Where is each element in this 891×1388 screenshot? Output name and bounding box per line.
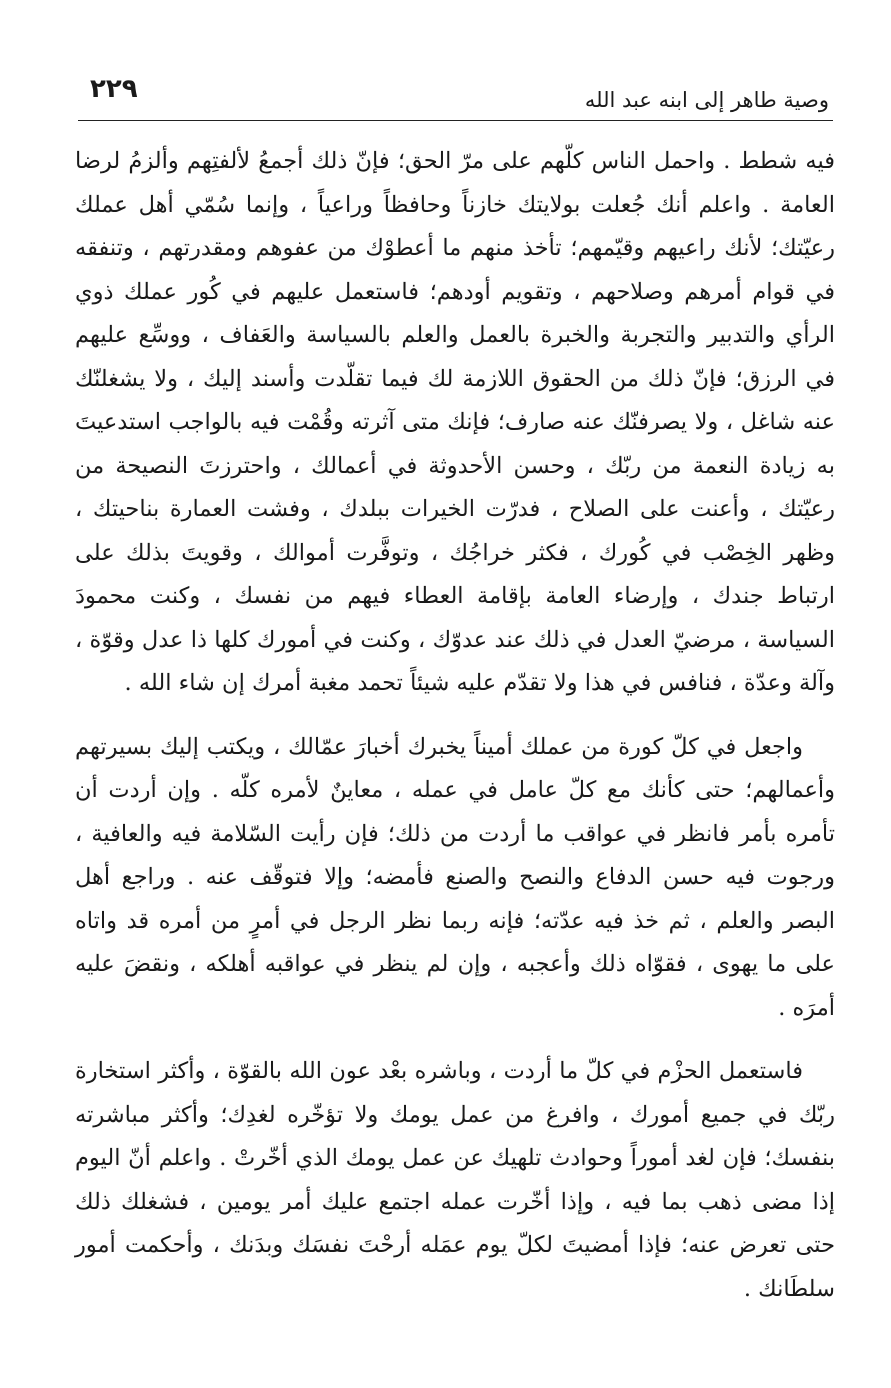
running-title: وصية طاهر إلى ابنه عبد الله (584, 88, 829, 112)
page-body (75, 140, 835, 1311)
paragraph: واجعل في كلّ كورة من عملك أميناً يخبرك أخبارَ عمّالك ، ويكتب إليك بسيرتهم وأعمالهم؛ حتى كأنك مع كلّ عامل في عمله ، معاينٌ لأمره كلّه . وإن أردت أن تأمره بأمر فانظر في عواقب ما أردت من ذلك؛ فإن رأيت السّلامة فيه والعافية ، ورجوت فيه حسن الدفاع والنصح والصنع فأمضه؛ وإلا فتوقّف عنه . وراجع أهل البصر والعلم ، ثم خذ فيه عدّته؛ فإنه ربما نظر الرجل في أمرٍ من أمره قد واتاه على ما يهوى ، فقوّاه ذلك وأعجبه ، وإن لم ينظر في عواقبه أهلكه ، ونقضَ عليه أمرَه . (75, 733, 835, 1021)
page-header (78, 74, 833, 121)
paragraph: فاستعمل الحزْم في كلّ ما أردت ، وباشره بعْد عون الله بالقوّة ، وأكثر استخارة ربّك في جميع أمورك ، وافرغ من عمل يومك ولا تؤخّره لغدِك؛ وأكثر مباشرته بنفسك؛ فإن لغد أموراً وحوادث تلهيك عن عمل يومك الذي أخّرتْ . واعلم أنّ اليوم إذا مضى ذهب بما فيه ، وإذا أخّرت عمله اجتمع عليك أمر يومين ، فشغلك ذلك حتى تعرض عنه؛ فإذا أمضيتَ لكلّ يوم عمَله أرحْتَ نفسَك وبدَنك ، وأحكمت أمور سلطَانك . (75, 1058, 835, 1302)
paragraph: فيه شطط . واحمل الناس كلّهم على مرّ الحق؛ فإنّ ذلك أجمعُ لألفتِهم وألزمُ لرضا العامة . واعلم أنك جُعلت بولايتك خازناً وحافظاً وراعياً ، وإنما سُمّي أهل عملك رعيّتك؛ لأنك راعيهم وقيّمهم؛ تأخذ منهم ما أعطوْك من عفوهم ومقدرتهم ، وتنفقه في قوام أمرهم وصلاحهم ، وتقويم أودهم؛ فاستعمل عليهم في كُور عملك ذوي الرأي والتدبير والتجربة والخبرة بالعمل والعلم بالسياسة والعَفاف ، ووسِّع عليهم في الرزق؛ فإنّ ذلك من الحقوق اللازمة لك فيما تقلّدت وأسند إليك ، ولا يشغلنّك عنه شاغل ، ولا يصرفنّك عنه صارف؛ فإنك متى آثرته وقُمْت فيه بالواجب استدعيتَ به زيادة النعمة من ربّك ، وحسن الأحدوثة في أعمالك ، واحترزتَ النصيحة من رعيّتك ، وأعنت على الصلاح ، فدرّت الخيرات ببلدك ، وفشت العمارة بناحيتك ، وظهر الخِصْب في كُورك ، فكثر خراجُك ، وتوفَّرت أموالك ، وقويتَ بذلك على ارتباط جندك ، وإرضاء العامة بإقامة العطاء فيهم من نفسك ، وكنت محمودَ السياسة ، مرضيّ العدل في ذلك عند عدوّك ، وكنت في أمورك كلها ذا عدل وقوّة ، وآلة وعدّة ، فنافس في هذا ولا تقدّم عليه شيئاً تحمد مغبة أمرك إن شاء الله . (75, 148, 835, 696)
page-number: ٢٢٩ (90, 74, 138, 104)
